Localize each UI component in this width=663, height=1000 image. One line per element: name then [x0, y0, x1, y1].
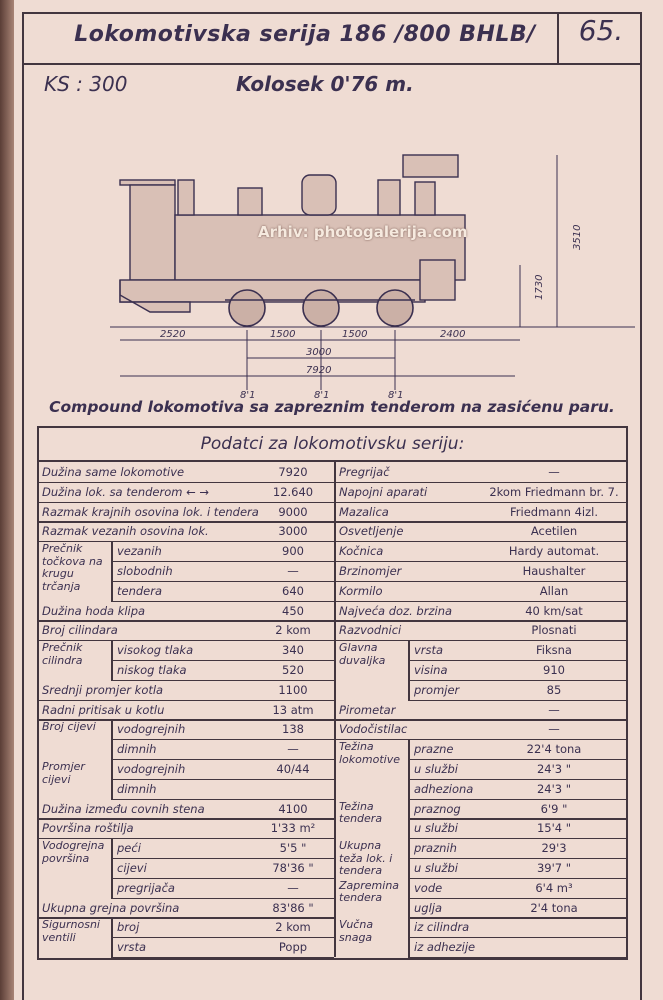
row-divider	[336, 541, 626, 542]
row-value: 83'86 "	[272, 900, 314, 915]
title-page-separator	[557, 12, 559, 64]
dim-7920: 7920	[306, 365, 332, 376]
watermark: Arhiv: photogalerija.com	[258, 223, 468, 241]
group-label: Prečnik cilindra	[42, 641, 83, 667]
row-value: 2kom Friedmann br. 7.	[489, 484, 619, 499]
row-divider	[111, 957, 334, 958]
row-value: 24'3 "	[536, 762, 572, 776]
row-value: 640	[282, 583, 304, 598]
row-label: vrsta	[414, 643, 444, 658]
axle-load-3: 8'1	[388, 390, 404, 400]
row-divider	[39, 521, 334, 522]
group-divider	[111, 838, 113, 897]
dim-2400: 2400	[440, 329, 466, 340]
ks-label: KS : 300	[44, 72, 128, 96]
row-value: 900	[282, 544, 304, 559]
group-label: Ukupna teža lok. i tendera	[339, 839, 393, 878]
row-value: 7920	[278, 465, 308, 479]
dim-1500-a: 1500	[270, 329, 296, 340]
group-label: Sigurnosni ventili	[42, 918, 100, 944]
row-label: vodogrejnih	[117, 762, 186, 776]
group-divider	[408, 917, 410, 957]
group-divider	[408, 878, 410, 918]
row-divider	[336, 601, 626, 602]
row-value: 85	[546, 682, 562, 697]
group-divider	[408, 799, 410, 839]
row-label: Kormilo	[339, 583, 383, 598]
row-label: Razmak vezanih osovina lok.	[42, 524, 209, 539]
row-divider	[111, 601, 334, 602]
row-value: Popp	[278, 940, 308, 955]
row-divider	[39, 502, 334, 503]
row-divider	[408, 898, 626, 899]
group-label: Promjer cijevi	[42, 760, 85, 786]
row-label: u službi	[414, 762, 458, 776]
row-value: 2'4 tona	[530, 900, 578, 915]
row-divider	[408, 680, 626, 681]
row-value: —	[287, 880, 299, 895]
row-divider	[336, 521, 626, 522]
row-divider	[336, 482, 626, 483]
row-value: 6'9 "	[540, 801, 568, 816]
row-label: Ukupna grejna površina	[42, 900, 180, 915]
row-divider	[336, 739, 626, 740]
row-label: praznog	[414, 801, 461, 816]
row-label: Radni pritisak u kotlu	[42, 702, 165, 717]
row-divider	[111, 660, 334, 661]
row-divider	[408, 858, 626, 859]
row-value: 340	[282, 643, 304, 658]
row-divider	[336, 620, 626, 621]
group-label: Prečnik točkova na krugu trčanja	[42, 542, 103, 593]
row-value: Hardy automat.	[508, 544, 600, 559]
group-divider	[111, 541, 113, 600]
row-value: 24'3 "	[536, 781, 572, 796]
height-dimensions	[520, 155, 557, 327]
row-value: 520	[282, 663, 304, 677]
row-label: iz adhezije	[414, 940, 476, 955]
row-value: —	[548, 465, 560, 479]
row-label: uglja	[414, 900, 443, 915]
row-divider	[408, 917, 626, 918]
row-divider	[408, 700, 626, 701]
row-label: Srednji promjer kotla	[42, 682, 164, 697]
row-divider	[408, 818, 626, 819]
row-divider	[408, 957, 626, 958]
row-label: Pregrijač	[339, 465, 390, 479]
row-value: Haushalter	[522, 564, 586, 578]
row-label: Kočnica	[339, 544, 384, 559]
row-label: Broj cilindara	[42, 623, 118, 638]
row-label: visina	[414, 663, 448, 677]
row-divider	[111, 799, 334, 800]
row-value: 39'7 "	[536, 861, 572, 875]
row-label: vodogrejnih	[117, 722, 186, 737]
row-value: 78'36 "	[272, 861, 314, 875]
row-divider	[336, 502, 626, 503]
row-value: 450	[282, 603, 304, 618]
group-divider	[111, 759, 113, 799]
row-label: Vodočistilac	[339, 722, 408, 737]
locomotive-drawing	[110, 150, 640, 400]
row-label: dimnih	[117, 742, 157, 757]
row-divider	[111, 581, 334, 582]
row-label: Najveća doz. brzina	[339, 603, 453, 618]
group-divider	[408, 640, 410, 699]
row-divider	[111, 937, 334, 938]
row-value: —	[287, 742, 299, 757]
row-label: adheziona	[414, 781, 474, 796]
row-label: cijevi	[117, 861, 147, 875]
group-label: Broj cijevi	[42, 720, 96, 734]
group-divider	[111, 917, 113, 957]
row-label: vode	[414, 880, 443, 895]
row-divider	[111, 898, 334, 899]
column-divider	[334, 462, 336, 957]
axle-load-2: 8'1	[314, 390, 330, 400]
group-label: Težina lokomotive	[339, 740, 400, 766]
row-value: 15'4 "	[536, 821, 572, 836]
row-value: Fiksna	[536, 643, 572, 658]
frame-top	[22, 12, 642, 14]
frame-right	[640, 12, 642, 1000]
dim-3000: 3000	[306, 347, 332, 358]
row-value: 12.640	[272, 484, 314, 499]
group-label: Vodogrejna površina	[42, 839, 105, 865]
row-label: Površina roštilja	[42, 821, 134, 836]
page-number: 65.	[578, 14, 624, 47]
row-value: 40/44	[276, 762, 310, 776]
row-value: 9000	[278, 504, 308, 519]
dim-1500-b: 1500	[342, 329, 368, 340]
page-title: Lokomotivska serija 186 /800 BHLB/	[74, 22, 536, 47]
row-value: —	[548, 722, 560, 737]
row-divider	[408, 838, 626, 839]
row-value: 910	[543, 663, 565, 677]
row-value: 13 atm	[272, 702, 314, 717]
row-label: Pirometar	[339, 702, 396, 717]
group-divider	[111, 719, 113, 759]
row-divider	[336, 581, 626, 582]
row-value: 1100	[278, 682, 308, 697]
row-divider	[111, 779, 334, 780]
row-label: dimnih	[117, 781, 157, 796]
group-divider	[111, 640, 113, 680]
row-divider	[111, 878, 334, 879]
row-label: slobodnih	[117, 564, 173, 578]
row-divider	[408, 937, 626, 938]
row-label: peći	[117, 841, 141, 856]
row-divider	[408, 878, 626, 879]
row-label: Dužina između covnih stena	[42, 801, 205, 816]
row-divider	[39, 620, 334, 621]
row-divider	[39, 640, 334, 641]
title-separator	[22, 63, 642, 65]
row-label: prazne	[414, 742, 454, 757]
row-divider	[111, 858, 334, 859]
row-divider	[39, 700, 334, 701]
group-label: Vučna snaga	[339, 918, 374, 944]
row-divider	[111, 680, 334, 681]
row-label: iz cilindra	[414, 920, 470, 935]
row-divider	[408, 779, 626, 780]
wheels	[225, 290, 415, 326]
row-value: 5'5 "	[279, 841, 307, 856]
specs-table	[37, 426, 628, 960]
dim-height-axis: 1730	[534, 274, 545, 300]
row-label: Dužina same lokomotive	[42, 465, 185, 479]
table-title: Podatci za lokomotivsku seriju:	[39, 428, 626, 462]
row-label: Razvodnici	[339, 623, 402, 638]
row-label: Dužina hoda klipa	[42, 603, 146, 618]
row-divider	[408, 759, 626, 760]
row-label: vezanih	[117, 544, 162, 559]
row-value: 29'3	[541, 841, 567, 856]
row-divider	[39, 482, 334, 483]
dim-height-total: 3510	[572, 224, 583, 250]
row-divider	[408, 799, 626, 800]
row-value: Friedmann 4izl.	[510, 504, 598, 519]
row-divider	[39, 818, 334, 819]
row-value: 2 kom	[275, 623, 311, 638]
row-value: 1'33 m²	[270, 821, 316, 836]
row-value: 6'4 m³	[535, 880, 573, 895]
row-label: vrsta	[117, 940, 147, 955]
group-label: Težina tendera	[339, 799, 383, 826]
row-divider	[39, 541, 334, 542]
axle-load-1: 8'1	[240, 390, 256, 400]
row-label: pregrijača	[117, 880, 175, 895]
row-divider	[336, 561, 626, 562]
group-label: Zapremina tendera	[339, 878, 400, 905]
frame-left	[22, 12, 24, 1000]
row-divider	[408, 660, 626, 661]
row-value: 3000	[278, 524, 308, 539]
group-label: Glavna duvaljka	[339, 641, 386, 667]
row-label: Razmak krajnih osovina lok. i tendera	[42, 504, 259, 519]
row-label: Brzinomjer	[339, 564, 402, 578]
row-label: u službi	[414, 861, 458, 875]
row-label: promjer	[414, 682, 460, 697]
row-label: u službi	[414, 821, 458, 836]
row-label: praznih	[414, 841, 457, 856]
row-value: 4100	[278, 801, 308, 816]
row-label: Mazalica	[339, 504, 389, 519]
row-divider	[111, 759, 334, 760]
row-value: 138	[282, 722, 304, 737]
row-label: niskog tlaka	[117, 663, 187, 677]
row-divider	[336, 640, 626, 641]
book-binding	[0, 0, 14, 1000]
dim-2520: 2520	[160, 329, 186, 340]
row-divider	[111, 739, 334, 740]
row-label: Napojni aparati	[339, 484, 428, 499]
drawing-caption: Compound lokomotiva sa zapreznim tenderom na zasićenu paru.	[49, 398, 615, 416]
row-label: Dužina lok. sa tenderom ← →	[42, 484, 210, 499]
group-divider	[408, 838, 410, 878]
row-divider	[111, 561, 334, 562]
row-value: Plosnati	[531, 623, 577, 638]
row-value: 22'4 tona	[526, 742, 582, 757]
row-value: —	[287, 564, 299, 578]
row-label: Osvetljenje	[339, 524, 404, 539]
row-label: visokog tlaka	[117, 643, 194, 658]
row-value: 40 km/sat	[525, 603, 583, 618]
group-divider	[408, 739, 410, 798]
gauge-label: Kolosek 0'76 m.	[236, 72, 414, 96]
row-divider	[336, 719, 626, 720]
row-value: Allan	[539, 583, 569, 598]
row-value: 2 kom	[275, 920, 311, 935]
row-label: broj	[117, 920, 140, 935]
row-label: tendera	[117, 583, 163, 598]
row-value: Acetilen	[530, 524, 578, 539]
row-value: —	[548, 702, 560, 717]
